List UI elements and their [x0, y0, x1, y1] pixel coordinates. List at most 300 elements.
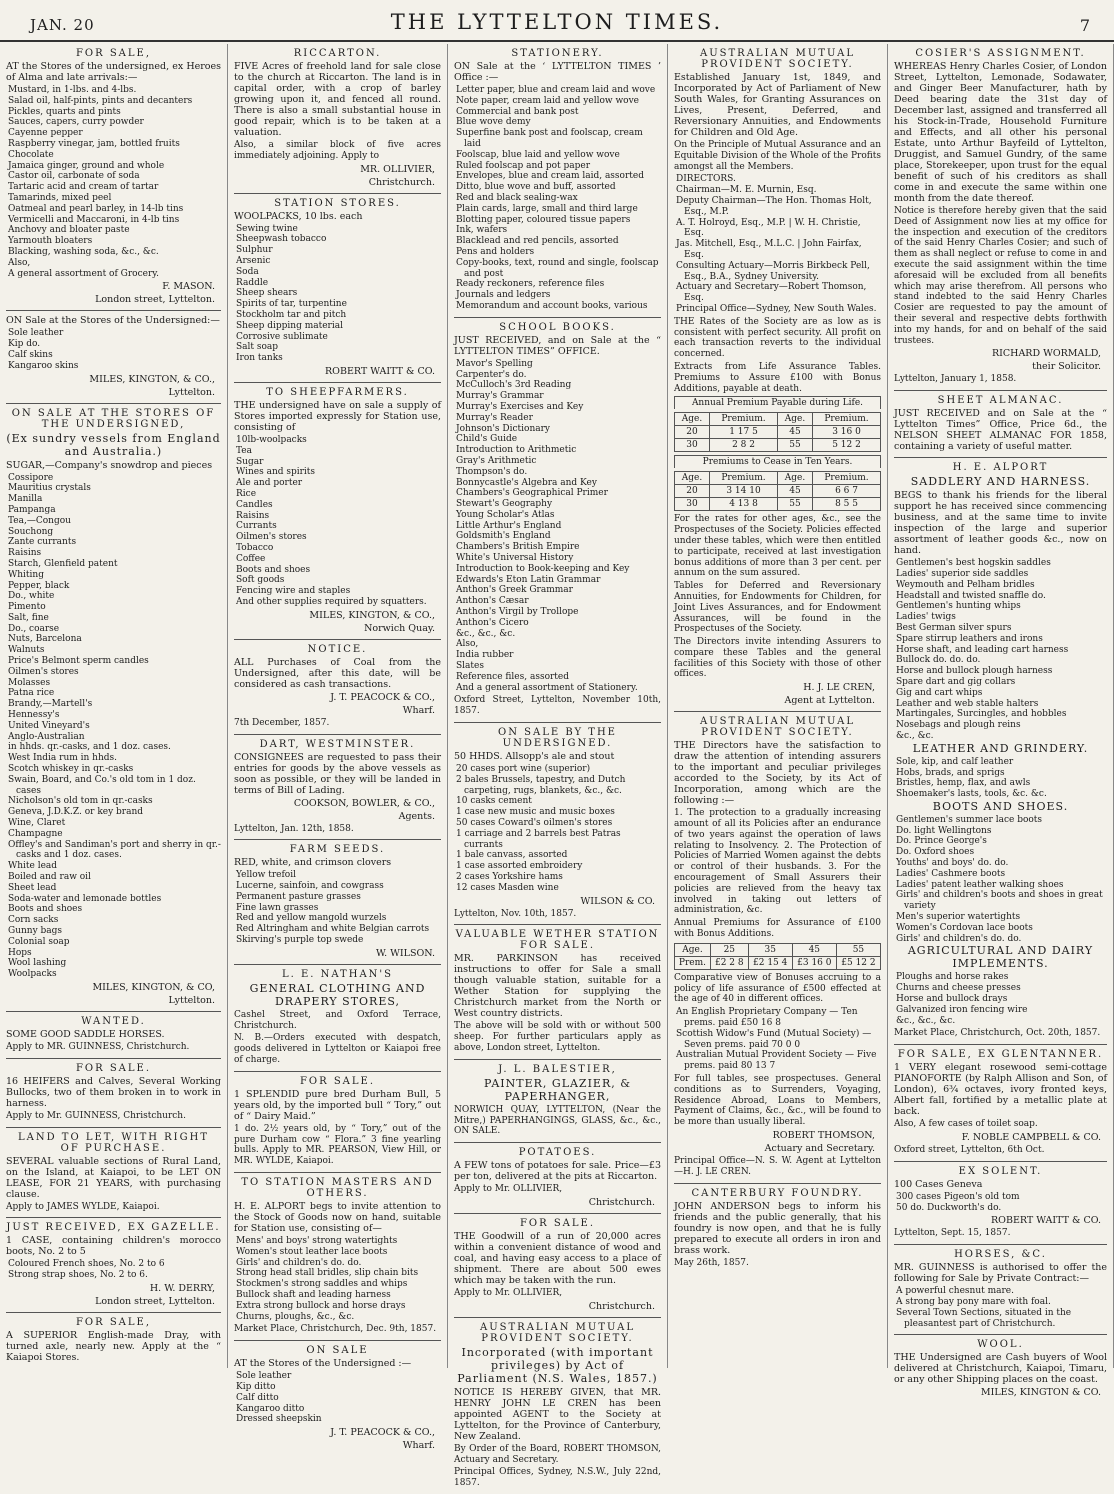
ad-signature: MR. OLLIVIER, [360, 163, 435, 175]
list-item: Superfine bank post and foolscap, cream laid [456, 128, 643, 149]
list-item: Blue wove demy [456, 117, 531, 128]
list-item: Kip ditto [236, 1382, 276, 1393]
list-item: Best German silver spurs [896, 622, 1012, 633]
ad-body-text: Also, A few cases of toilet soap. [894, 1119, 1038, 1130]
list-item: Anthon's Virgil by Trollope [456, 607, 579, 618]
list-item: Shoemaker's lasts, tools, &c. &c. [896, 789, 1047, 800]
ad-signature: WILSON & CO. [580, 895, 655, 907]
ad-subheading: LEATHER AND GRINDERY. [912, 741, 1089, 755]
list-item: Plain cards, large, small and third large [456, 203, 638, 214]
list-item: And other supplies required by squatters. [236, 596, 427, 607]
list-item: Strong head stall bridles, slip chain bits [236, 1268, 419, 1279]
list-item: Spare stirrup leathers and irons [896, 633, 1043, 644]
list-item: Carpenter's do. [456, 369, 527, 380]
advertisement [234, 194, 441, 383]
list-item: Oatmeal and pearl barley, in 14-lb tins [8, 203, 184, 214]
list-item: Sulphur [236, 245, 273, 256]
list-item: Cayenne pepper [8, 128, 83, 139]
list-item: Manilla [8, 494, 43, 505]
list-item: Mens' and boys' strong watertights [236, 1236, 398, 1247]
list-item: Swain, Board, and Co.'s old tom in 1 doz. cases [8, 774, 196, 796]
list-item: Stockholm tar and pitch [236, 309, 347, 320]
ad-lead-text: NOTICE IS HEREBY GIVEN, that MR. HENRY JOHN LE CREN has been appointed AGENT to the Society at Lyttelton, for the Province of Canterbury, New Zealand. [454, 1386, 661, 1442]
ad-location: Lyttelton. [168, 386, 215, 398]
table-cell: 20 [675, 426, 710, 439]
list-item: Salad oil, half-pints, pints and decanters [8, 95, 193, 106]
list-item: Ladies' twigs [896, 612, 956, 623]
list-item: Scottish Widow's Fund (Mutual Society) — Seven prems. paid 70 0 0 [676, 1028, 872, 1050]
list-item: Salt, fine [8, 612, 49, 623]
list-item: 2 bales Brussels, tapestry, and Dutch carpeting, rugs, blankets, &c., &c. [456, 774, 626, 796]
ad-lead-text: A SUPERIOR English-made Dray, with turned axle, nearly new. Apply at the “ Kaiapoi Stores. [6, 1329, 221, 1363]
ad-body-text: Also, a similar block of five acres immediately adjoining. Apply to [234, 140, 441, 161]
list-item: 10 casks cement [456, 796, 532, 807]
advertisement [234, 1072, 441, 1173]
list-item: Hops [8, 947, 32, 958]
ad-heading: FOR SALE. [299, 1075, 376, 1087]
ad-heading: RICCARTON. [293, 48, 382, 59]
ad-body-text: NORWICH QUAY, LYTTELTON, (Near the Mitre,) PAPERHANGINGS, GLASS, &c., &c., ON SALE. [454, 1104, 661, 1137]
advertisement [234, 840, 441, 965]
ad-lead-text: THE Goodwill of a run of 20,000 acres within a convenient distance of wood and coal, and having easy access to a place of shipment. There are about 500 ewes which may be taken with the run. [454, 1230, 661, 1286]
list-item: Lucerne, sainfoin, and cowgrass [236, 881, 384, 892]
ad-date: Lyttelton, Jan. 12th, 1858. [234, 823, 354, 834]
list-item: Offley's and Sandiman's port and sherry in qr.-casks and 1 doz. cases. [8, 839, 221, 861]
ad-heading: H. E. ALPORT [952, 462, 1049, 474]
list-item: Sole, kip, and calf leather [896, 756, 1014, 767]
list-item: Sheep shears [236, 288, 298, 299]
list-item: Anthon's Cæsar [456, 596, 529, 607]
list-item: Tamarinds, mixed peel [8, 192, 112, 203]
list-item: A powerful chesnut mare. [896, 1286, 1014, 1297]
list-item: Sheet lead [8, 882, 57, 893]
ad-lead-text: MR. PARKINSON has received instructions to offer for Sale a small though valuable station, suitable for a Wether Station for supplying the Christchurch market from the North or West country districts. [454, 953, 661, 1020]
table-cell: 30 [675, 498, 710, 511]
list-item: McCulloch's 3rd Reading [456, 380, 572, 391]
table-row [675, 426, 881, 439]
advertisement [6, 44, 221, 311]
advertisement [234, 965, 441, 1072]
ad-heading: STATION STORES. [274, 197, 401, 209]
list-item: 20 cases port wine (superior) [456, 764, 591, 775]
table-cell: £2 2 8 [710, 956, 748, 969]
list-item: Iron tanks [236, 353, 283, 364]
ad-lead-text: ON Sale at the Stores of the Undersigned:— [6, 315, 220, 327]
table-cell: £5 12 2 [836, 956, 880, 969]
list-item: Oilmen's stores [8, 666, 79, 677]
ad-heading: ON SALE AT THE STORES OF THE UNDERSIGNED, [11, 407, 216, 430]
list-item: Horse and bullock drays [896, 994, 1008, 1005]
ad-lead-text: SOME GOOD SADDLE HORSES. [6, 1028, 165, 1040]
list-item: 50 cases Coward's oilmen's stores [456, 818, 613, 829]
ad-lead-text: FIVE Acres of freehold land for sale close to the church at Riccarton. The land is in capital order, with a crop of barley growing upon it, and fenced all round. There is also a small substantial house in good repair, which is to be taken at a valuation. [234, 61, 441, 138]
list-item: Raisins [8, 548, 42, 559]
list-item: Girls' and children's do. do. [236, 1257, 362, 1268]
list-item: Sole leather [8, 328, 64, 339]
item-list [894, 815, 1107, 945]
list-item: White lead [8, 861, 58, 872]
ad-lead-text: ALL Purchases of Coal from the Undersigned, after this date, will be considered as cash transactions. [234, 656, 441, 690]
item-list [6, 85, 221, 279]
list-item: Anthon's Cicero [456, 617, 529, 628]
list-item: Brandy,—Martell's [8, 699, 93, 710]
ad-signature: ROBERT WAITT & CO. [991, 1215, 1101, 1227]
ad-lead-text: Established January 1st, 1849, and Incorporated by Act of Parliament of New South Wales, for Granting Assurances on Lives, Present, Deferred, and Reversionary Annuities, and Endowments for Children and Old Age. [674, 72, 881, 138]
list-item: Copy-books, text, round and single, foolscap and post [456, 257, 659, 279]
list-item: 10lb-woolpacks [236, 434, 307, 445]
item-list [234, 1371, 441, 1425]
list-item: Yellow trefoil [236, 870, 296, 881]
ad-body-text: Extracts from Life Assurance Tables. Premiums to Assure £100 with Bonus Additions, payable at death. [674, 361, 881, 394]
ad-body-text: On the Principle of Mutual Assurance and an Equitable Division of the Whole of the Profits amongst all the Members. [674, 140, 881, 172]
ad-heading: AUSTRALIAN MUTUAL PROVIDENT SOCIETY. [700, 716, 855, 739]
list-item: Sugar [236, 456, 264, 467]
ad-signature: MILES, KINGTON, & CO., [309, 609, 435, 621]
list-item: Also, [8, 257, 31, 268]
list-item: Ditto, blue wove and buff, assorted [456, 182, 616, 193]
ad-body-text: Apply to Mr. GUINNESS, Christchurch. [6, 1110, 186, 1121]
ad-heading: J. L. BALESTIER, [498, 1063, 617, 1075]
table-header-cell: Age. [777, 413, 812, 426]
ad-location: London street, Lyttelton. [95, 294, 215, 306]
table-caption: Premiums to Cease in Ten Years. [674, 455, 881, 468]
list-item: Deputy Chairman—The Hon. Thomas Holt, Esq., M.P. [676, 195, 872, 217]
table-cell: 8 5 5 [813, 498, 881, 511]
list-item: in hhds. qr.-casks, and 1 doz. cases. [8, 742, 171, 753]
newspaper-title: THE LYTTELTON TIMES. [390, 10, 724, 34]
list-item: Women's Cordovan lace boots [896, 922, 1033, 933]
advertisement [674, 44, 881, 712]
ad-lead-text: CONSIGNEES are requested to pass their entries for goods by the above vessels as soon as possible, or they will be landed in terms of Bill of Lading. [234, 751, 441, 796]
list-item: A strong bay pony mare with foal. [896, 1297, 1051, 1308]
list-item: Raspberry vinegar, jam, bottled fruits [8, 138, 180, 149]
list-item: Souchong [8, 526, 54, 537]
ad-body-text: Apply to MR. GUINNESS, Christchurch. [6, 1041, 190, 1052]
ad-signature: COOKSON, BOWLER, & CO., [293, 797, 435, 809]
list-item: Colonial soap [8, 936, 70, 947]
ad-heading: WOOL. [977, 1339, 1024, 1351]
list-item: Anchovy and bloater paste [8, 225, 130, 236]
advertisement [234, 1341, 441, 1456]
list-item: Nuts, Barcelona [8, 634, 82, 645]
list-item: Envelopes, blue and cream laid, assorted [456, 171, 644, 182]
table-row [675, 485, 881, 498]
list-item: Corn sacks [8, 915, 59, 926]
advertisement [674, 712, 881, 1183]
list-item: Do. Prince George's [896, 836, 987, 847]
ad-signature: MILES, KINGTON, & CO, [92, 981, 215, 993]
ad-lead-text: BEGS to thank his friends for the liberal support he has received since commencing business, and at the same time to invite inspection of the large and superior assortment of leather goods &c., now on hand. [894, 490, 1107, 557]
ad-heading: WANTED. [81, 1015, 146, 1027]
table-header-cell: Age. [675, 472, 710, 485]
list-item: Raddle [236, 277, 269, 288]
list-item: Letter paper, blue and cream laid and wove [456, 85, 656, 95]
ad-lead-text: THE Directors have the satisfaction to draw the attention of intending assurers to the important and peculiar privileges accorded to the Society, by its Act of Incorporation, among which are the following :— [674, 740, 881, 807]
ad-body-text: The Directors invite intending Assurers to compare these Tables and the general facilities of this Society with those of other offices. [674, 637, 881, 680]
ad-heading: TO STATION MASTERS AND OTHERS. [241, 1177, 434, 1200]
list-item: Mustard, in 1-lbs. and 4-lbs. [8, 85, 137, 95]
ad-signature: F. NOBLE CAMPBELL & CO. [961, 1132, 1101, 1144]
ad-location: Agents. [398, 810, 435, 822]
premium-table [674, 943, 881, 970]
list-item: 1 carriage and 2 barrels best Patras currants [456, 828, 621, 850]
list-item: Fencing wire and staples [236, 586, 351, 597]
list-item: Mauritius crystals [8, 483, 91, 494]
list-item: Molasses [8, 677, 51, 688]
list-item: 12 cases Masden wine [456, 882, 559, 893]
item-list [6, 328, 221, 371]
list-item: Churns, ploughs, &c., &c. [236, 1311, 355, 1322]
list-item: Youths' and boys' do. do. [896, 858, 1009, 869]
table-cell: 30 [675, 439, 710, 452]
advertisement [234, 1173, 441, 1341]
table-cell: 45 [777, 485, 812, 498]
ad-location: Actuary and Secretary. [764, 1143, 875, 1154]
ad-lead-text: A FEW tons of potatoes for sale. Price—£3 per ton, delivered at the pits at Riccarton. [454, 1160, 661, 1183]
ad-location: Christchurch. [368, 176, 435, 188]
list-item: Tea [236, 445, 252, 456]
advertisement [6, 1313, 221, 1368]
list-item: Leather and web stable halters [896, 698, 1039, 709]
ad-heading: AUSTRALIAN MUTUAL PROVIDENT SOCIETY. [480, 1321, 635, 1344]
list-item: Sole leather [236, 1371, 292, 1382]
advertisement [454, 1143, 661, 1214]
list-item: Tartaric acid and cream of tartar [8, 182, 159, 193]
ad-heading: FOR SALE, [75, 1316, 152, 1328]
list-item: Salt soap [236, 342, 279, 353]
ad-lead-text: THE undersigned have on sale a supply of Stores imported expressly for Station use, consisting of [234, 399, 441, 433]
item-list [894, 1192, 1107, 1214]
advertisement [6, 1128, 221, 1219]
list-item: Blacklead and red pencils, assorted [456, 236, 619, 247]
ad-signature: RICHARD WORMALD, [991, 348, 1101, 360]
list-item: 300 cases Pigeon's old tom [896, 1191, 1020, 1202]
ad-lead-text: H. E. ALPORT begs to invite attention to the Stock of Goods now on hand, suitable for Station use, consisting of— [234, 1201, 441, 1235]
item-list [674, 1007, 881, 1072]
list-item: Gunny bags [8, 926, 63, 936]
ad-date: Lyttelton, Nov. 10th, 1857. [454, 908, 577, 919]
list-item: 1 case new music and music boxes [456, 807, 615, 818]
list-item: Raisins [236, 510, 270, 521]
ad-heading: POTATOES. [518, 1147, 597, 1159]
list-item: Gray's Arithmetic [456, 455, 537, 466]
table-row [675, 498, 881, 511]
ad-location: Agent at Lyttelton. [784, 695, 875, 707]
list-item: Horse shaft, and leading cart harness [896, 644, 1069, 655]
ad-body-text: Apply to Mr. OLLIVIER, [454, 1287, 563, 1298]
ad-subheading: PAINTER, GLAZIER, & PAPERHANGER, [483, 1076, 632, 1103]
list-item: Introduction to Arithmetic [456, 445, 577, 456]
list-item: Bullock do. do. do. [896, 655, 981, 666]
advertisement [454, 1060, 661, 1143]
ad-body-text: Annual Premiums for Assurance of £100 with Bonus Additions. [674, 918, 881, 940]
list-item: Journals and ledgers [456, 290, 551, 301]
list-item: Commercial and bank post [456, 106, 579, 117]
table-cell: 2 8 2 [710, 439, 778, 452]
ad-lead-text: 1 VERY elegant rosewood semi-cottage PIANOFORTE (by Ralph Allison and Son, of London), 6¾ octaves, ivory fronted keys, Albert fall, fortified by a metallic plate at back. [894, 1062, 1107, 1118]
item-list [894, 757, 1107, 800]
list-item: DIRECTORS. [676, 174, 736, 185]
ad-body-text: 1 do. 2½ years old, by “ Tory,” out of the pure Durham cow “ Flora.” 3 fine yearling bulls. Apply to MR. PEARSON, View Hill, or MR. WYLDE, Kaiapoi. [234, 1123, 441, 1167]
list-item: Introduction to Book-keeping and Key [456, 563, 630, 574]
list-item: Spirits of tar, turpentine [236, 299, 347, 310]
ad-heading: STATIONERY. [511, 48, 604, 59]
list-item: Murray's Grammar [456, 391, 544, 402]
ad-date: Oxford Street, Lyttelton, November 10th, 1857. [454, 695, 661, 717]
list-item: Martingales, Surcingles, and hobbles [896, 709, 1067, 720]
ad-signature: J. T. PEACOCK & CO., [330, 691, 435, 703]
table-cell: 55 [777, 498, 812, 511]
ad-lead-text: SEVERAL valuable sections of Rural Land, on the Island, at Kaiapoi, to be LET ON LEASE, FOR 21 YEARS, with purchasing clause. [6, 1155, 221, 1200]
ad-heading: FOR SALE. [75, 1062, 152, 1074]
list-item: Strong strap shoes, No. 2 to 6. [8, 1270, 148, 1281]
list-item: Principal Office—Sydney, New South Wales. [676, 303, 877, 314]
ad-location: Wharf. [402, 704, 435, 716]
advertisement [6, 1012, 221, 1059]
ad-body-text: Cashel Street, and Oxford Terrace, Christchurch. [234, 1009, 441, 1031]
ad-lead-text: THE Undersigned are Cash buyers of Wool delivered at Christchurch, Kaiapoi, Timaru, or any other Shipping places on the coast. [894, 1352, 1107, 1386]
item-list [894, 558, 1107, 742]
ad-body-text: Apply to JAMES WYLDE, Kaiapoi. [6, 1201, 160, 1212]
list-item: 1 bale canvass, assorted [456, 850, 568, 861]
list-item: Sheep dipping material [236, 320, 343, 331]
ad-heading: ON SALE BY THE UNDERSIGNED. [498, 727, 617, 750]
list-item: Fine lawn grasses [236, 902, 319, 913]
ad-body-text: Comparative view of Bonuses accruing to a policy of life assurance of £500 effected at the age of 40 in different offices. [674, 972, 881, 1005]
list-item: Ploughs and horse rakes [896, 972, 1009, 983]
issue-date: JAN. 20 [30, 16, 95, 34]
item-list [234, 1236, 441, 1322]
list-item: Scotch whiskey in qr.-casks [8, 764, 134, 775]
table-cell: 5 12 2 [813, 439, 881, 452]
list-item: Bristles, hemp, flax, and awls [896, 778, 1031, 789]
list-item: Soda-water and lemonade bottles [8, 893, 162, 904]
list-item: Kangaroo skins [8, 360, 79, 371]
advertisement [894, 1335, 1107, 1403]
table-cell: 3 16 0 [813, 426, 881, 439]
list-item: Cossipore [8, 472, 54, 483]
ad-location: Norwich Quay. [364, 622, 435, 634]
ad-heading: SCHOOL BOOKS. [499, 321, 616, 333]
table-header-cell: 45 [792, 943, 836, 956]
ad-date: May 26th, 1857. [674, 1257, 749, 1268]
list-item: Soft goods [236, 575, 285, 586]
premium-table [674, 412, 881, 452]
list-item: Anglo-Australian [8, 731, 85, 742]
advertisement [454, 925, 661, 1059]
ad-heading: JUST RECEIVED, EX GAZELLE. [6, 1222, 221, 1234]
list-item: Little Arthur's England [456, 520, 562, 531]
list-item: Calf skins [8, 349, 53, 360]
list-item: Red Altringham and white Belgian carrots [236, 924, 430, 935]
ad-signature: F. MASON. [162, 281, 215, 293]
ad-lead-text: AT the Stores of the Undersigned :— [234, 1358, 412, 1370]
list-item: Actuary and Secretary—Robert Thomson, Esq. [676, 282, 867, 304]
list-item: Whiting [8, 569, 44, 580]
ad-lead-text: JUST RECEIVED, and on Sale at the “ LYTTELTON TIMES” OFFICE. [454, 334, 661, 357]
list-item: Bullock shaft and leading harness [236, 1290, 391, 1301]
list-item: Arsenic [236, 255, 271, 266]
ad-lead-text: ON Sale at the ‘ LYTTELTON TIMES ’ Office :— [454, 61, 661, 83]
column-5 [888, 44, 1114, 1399]
item-list [454, 85, 661, 312]
ad-date: Oxford street, Lyttelton, 6th Oct. [894, 1145, 1045, 1156]
item-list [454, 764, 661, 894]
list-item: Corrosive sublimate [236, 331, 328, 342]
ad-signature: J. T. PEACOCK & CO., [330, 1427, 435, 1439]
table-caption: Annual Premium Payable during Life. [674, 396, 881, 409]
item-list [6, 473, 221, 980]
list-item: Memorandum and account books, various [456, 300, 648, 311]
list-item: Wool lashing [8, 958, 67, 969]
ad-location: Wharf. [402, 1440, 435, 1452]
list-item: Red and black sealing-wax [456, 192, 578, 203]
list-item: Hobs, brads, and sprigs [896, 767, 1005, 778]
premium-table [674, 471, 881, 511]
item-list [234, 870, 441, 946]
table-cell: £3 16 0 [792, 956, 836, 969]
list-item: Kip do. [8, 339, 41, 350]
ad-lead-text: WOOLPACKS, 10 lbs. each [234, 210, 363, 222]
ad-heading: LAND TO LET, WITH RIGHT OF PURCHASE. [17, 1131, 209, 1154]
list-item: Blotting paper, coloured tissue papers [456, 214, 631, 225]
list-item: Child's Guide [456, 434, 518, 445]
ad-body-text: For full tables, see prospectuses. General conditions as to Surrenders, Voyaging, Residence Abroad, Loans to Members, Payment of Claims, &c., &c., will be found to be more than usually liberal. [674, 1074, 881, 1128]
table-cell: 55 [777, 439, 812, 452]
ad-date: Market Place, Christchurch, Oct. 20th, 1857. [894, 1028, 1101, 1039]
list-item: Zante currants [8, 537, 77, 548]
list-item: Sewing twine [236, 223, 298, 234]
column-4 [668, 44, 888, 1368]
ad-heading: VALUABLE WETHER STATION FOR SALE. [455, 929, 660, 952]
list-item: Wines and spirits [236, 467, 316, 478]
list-item: Boots and shoes [236, 564, 311, 575]
list-item: Chambers's British Empire [456, 542, 580, 553]
list-item: An English Proprietary Company — Ten prems. paid £50 16 8 [676, 1007, 858, 1029]
table-header-cell: Premium. [710, 413, 778, 426]
list-item: &c., &c., &c. [456, 628, 516, 639]
list-item: Gentlemen's best hogskin saddles [896, 558, 1051, 569]
list-item: Several Town Sections, situated in the pleasantest part of Christchurch. [896, 1307, 1072, 1329]
ad-heading: CANTERBURY FOUNDRY. [691, 1187, 864, 1199]
list-item: Also, [456, 639, 479, 650]
list-item: West India rum in hhds. [8, 753, 118, 764]
list-item: Edwards's Eton Latin Grammar [456, 574, 601, 585]
item-list [674, 174, 881, 314]
ad-date: 7th December, 1857. [234, 717, 330, 728]
list-item: Coloured French shoes, No. 2 to 6 [8, 1259, 165, 1270]
advertisement [674, 1184, 881, 1274]
ad-heading: ON SALE [306, 1345, 369, 1357]
list-item: Permanent pasture grasses [236, 891, 361, 902]
ad-body-text: Tables for Deferred and Reversionary Annuities, for Endowments for Children, for Joint Lives Assurances, and for Endowment Assurances, will be found in the Prospectuses of the Society. [674, 581, 881, 635]
page-number: 7 [1079, 16, 1090, 35]
list-item: Foolscap, blue laid and yellow wove [456, 149, 620, 160]
ad-date: Market Place, Christchurch, Dec. 9th, 1857. [234, 1324, 437, 1335]
ad-heading: NOTICE. [307, 643, 368, 655]
list-item: Kangaroo ditto [236, 1403, 305, 1414]
list-item: Thompson's do. [456, 466, 528, 477]
ad-heading: AUSTRALIAN MUTUAL PROVIDENT SOCIETY. [700, 48, 855, 70]
list-item: Castor oil, carbonate of soda [8, 171, 140, 182]
table-header-cell: Age. [675, 943, 711, 956]
list-item: Ale and porter [236, 478, 303, 489]
ad-signature: ROBERT WAITT & CO. [325, 365, 435, 377]
ad-heading: COSIER'S ASSIGNMENT. [915, 48, 1086, 59]
advertisement [6, 404, 221, 1012]
list-item: Soda [236, 266, 259, 277]
advertisement [234, 383, 441, 640]
